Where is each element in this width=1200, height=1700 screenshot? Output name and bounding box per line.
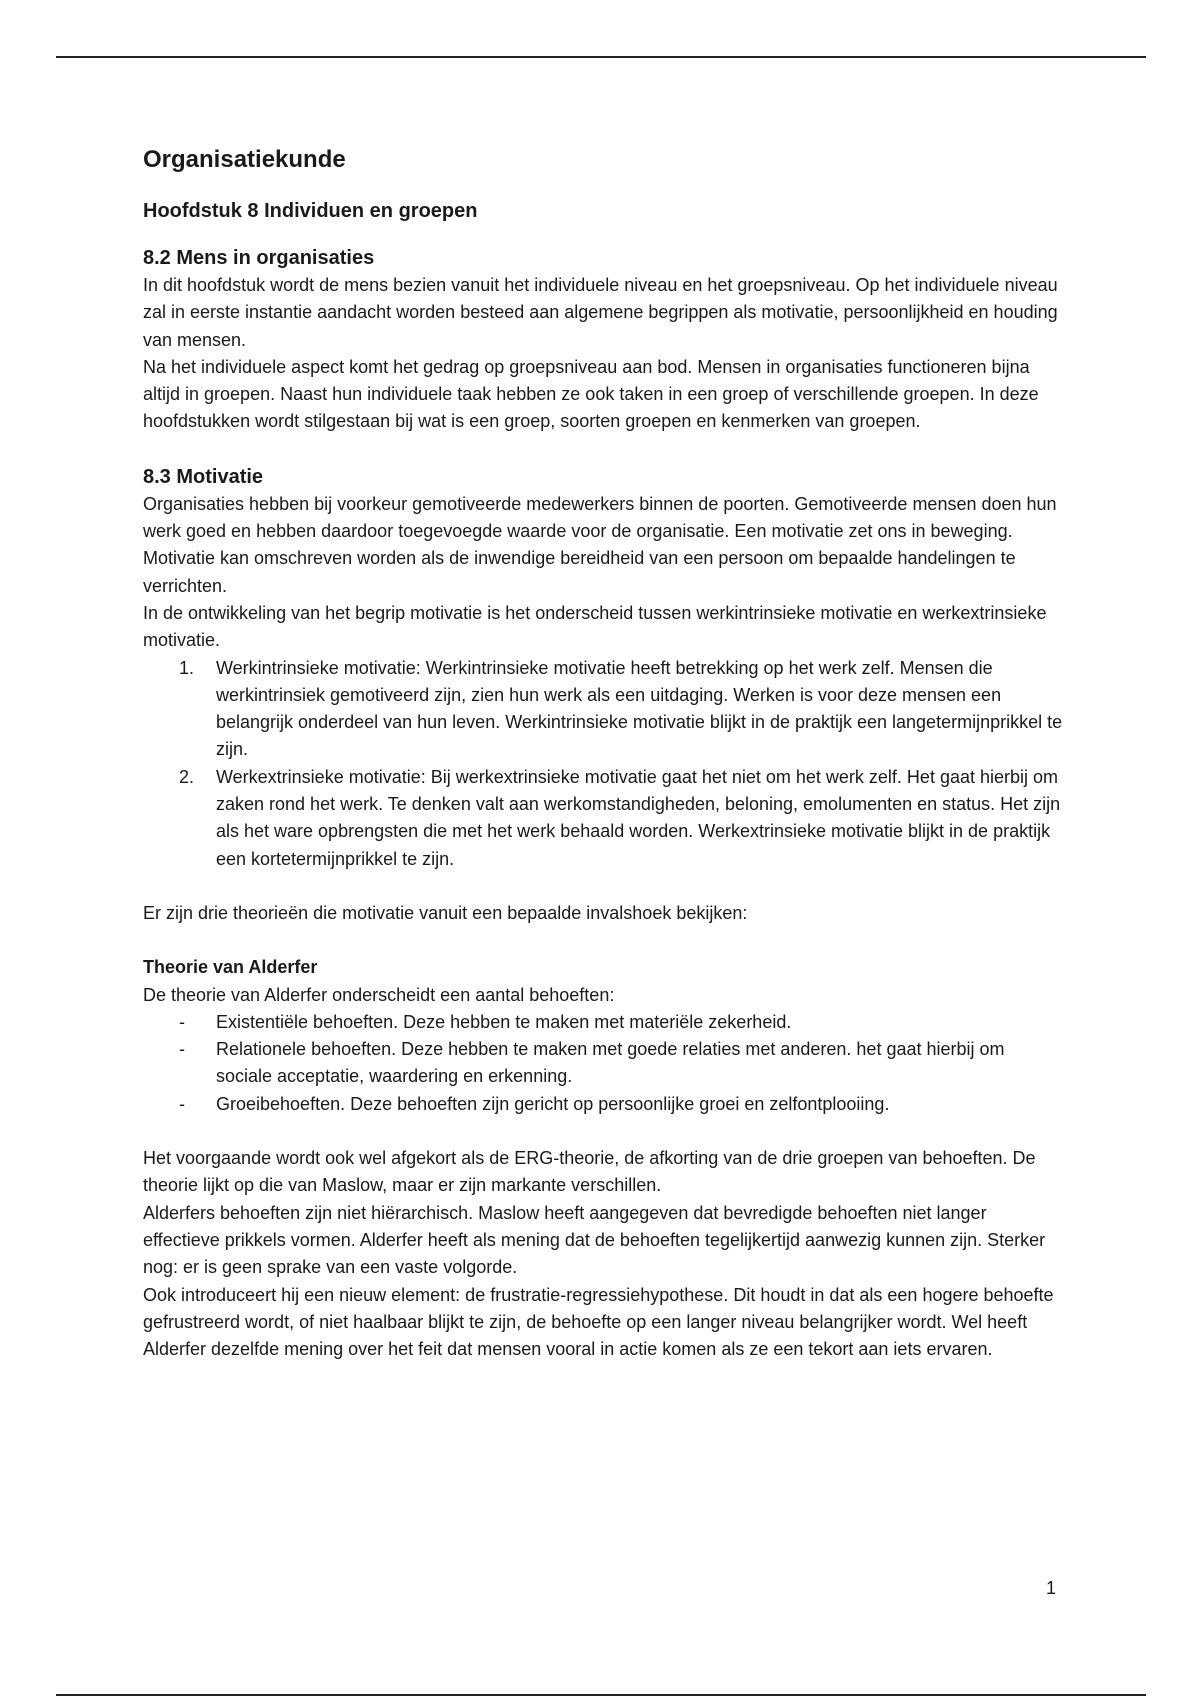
list-item: [143, 1009, 1063, 1036]
page-number: 1: [1046, 1578, 1057, 1598]
spacer: [143, 436, 1063, 463]
paragraph: In de ontwikkeling van het begrip motivatie is het onderscheid tussen werkintrinsieke motivatie en werkextrinsieke motivatie.: [143, 602, 1047, 651]
list-dash: -: [179, 1039, 185, 1060]
list-number: 1.: [179, 657, 195, 678]
list-item-text: Werkextrinsieke motivatie: Bij werkextrinsieke motivatie gaat het niet om het werk zelf. Het gaat hierbij om zaken rond het werk. Te denken valt aan werkomstandigheden, beloning, emolumenten en status. Het zijn als het ware opbrengsten die met het werk behaald worden. Werkextrinsieke motivatie blijkt in de praktijk een kortetermijnprikkel te zijn.: [216, 766, 1061, 869]
list-item: [143, 1091, 1063, 1118]
document-title: Organisatiekunde: [143, 146, 346, 173]
paragraph: Organisaties hebben bij voorkeur gemotiveerde medewerkers binnen de poorten. Gemotiveerde mensen doen hun werk goed en hebben daardoor toegevoegde waarde voor de organisatie. Een motivatie zet ons in beweging. Motivatie kan omschreven worden als de inwendige bereidheid van een persoon om bepaalde handelingen te verrichten.: [143, 493, 1057, 596]
theory-heading-alderfer: Theorie van Alderfer: [143, 957, 318, 978]
list-dash: -: [179, 1011, 185, 1032]
page-content: [143, 144, 1063, 1363]
list-item: [143, 1036, 1063, 1091]
spacer: [143, 873, 1063, 900]
list-item-text: Werkintrinsieke motivatie: Werkintrinsieke motivatie heeft betrekking op het werk zelf. Mensen die werkintrinsiek gemotiveerd zijn, zien hun werk als een uitdaging. Werken is voor deze mensen een belangrijk onderdeel van hun leven. Werkintrinsieke motivatie blijkt in de praktijk een langetermijnprikkel te zijn.: [216, 657, 1063, 760]
paragraph: Er zijn drie theorieën die motivatie vanuit een bepaalde invalshoek bekijken:: [143, 902, 748, 923]
list-item: [143, 655, 1063, 764]
section-heading-8-2: 8.2 Mens in organisaties: [143, 247, 375, 269]
paragraph: In dit hoofdstuk wordt de mens bezien vanuit het individuele niveau en het groepsniveau. Op het individuele niveau zal in eerste instantie aandacht worden besteed aan algemene begrippen als motivatie, persoonlijkheid en houding van mensen.: [143, 275, 1058, 350]
needs-list: [143, 1009, 1063, 1118]
list-item-text: Groeibehoeften. Deze behoeften zijn gericht op persoonlijke groei en zelfontplooiing.: [216, 1093, 890, 1114]
spacer: [143, 927, 1063, 954]
spacer: [143, 1118, 1063, 1145]
section-heading-8-3: 8.3 Motivatie: [143, 465, 264, 488]
paragraph: Het voorgaande wordt ook wel afgekort als de ERG-theorie, de afkorting van de drie groepen van behoeften. De theorie lijkt op die van Maslow, maar er zijn markante verschillen.: [143, 1148, 1036, 1196]
list-item-text: Relationele behoeften. Deze hebben te maken met goede relaties met anderen. het gaat hierbij om sociale acceptatie, waardering en erkenning.: [216, 1039, 1005, 1087]
list-item-text: Existentiële behoeften. Deze hebben te maken met materiële zekerheid.: [216, 1011, 792, 1032]
list-dash: -: [179, 1093, 185, 1114]
footer-rule: [56, 1694, 1146, 1696]
motivation-list: [143, 655, 1063, 873]
paragraph: Alderfers behoeften zijn niet hiërarchisch. Maslow heeft aangegeven dat bevredigde behoeften niet langer effectieve prikkels vormen. Alderfer heeft als mening dat de behoeften tegelijkertijd aanwezig kunnen zijn. Sterker nog: er is geen sprake van een vaste volgorde.: [143, 1202, 1046, 1278]
paragraph: Ook introduceert hij een nieuw element: de frustratie-regressiehypothese. Dit houdt in dat als een hogere behoefte gefrustreerd wordt, of niet haalbaar blijkt te zijn, de behoefte op een langer niveau belangrijker wordt. Wel heeft Alderfer dezelfde mening over het feit dat mensen vooral in actie komen als ze een tekort aan iets ervaren.: [143, 1284, 1054, 1360]
header-rule: [56, 56, 1146, 58]
chapter-title: Hoofdstuk 8 Individuen en groepen: [143, 200, 478, 222]
paragraph: Na het individuele aspect komt het gedrag op groepsniveau aan bod. Mensen in organisaties functioneren bijna altijd in groepen. Naast hun individuele taak hebben ze ook taken in een groep of verschillende groepen. In deze hoofdstukken wordt stilgestaan bij wat is een groep, soorten groepen en kenmerken van groepen.: [143, 356, 1039, 432]
paragraph: De theorie van Alderfer onderscheidt een aantal behoeften:: [143, 984, 615, 1005]
list-number: 2.: [179, 766, 195, 787]
list-item: [143, 764, 1063, 873]
